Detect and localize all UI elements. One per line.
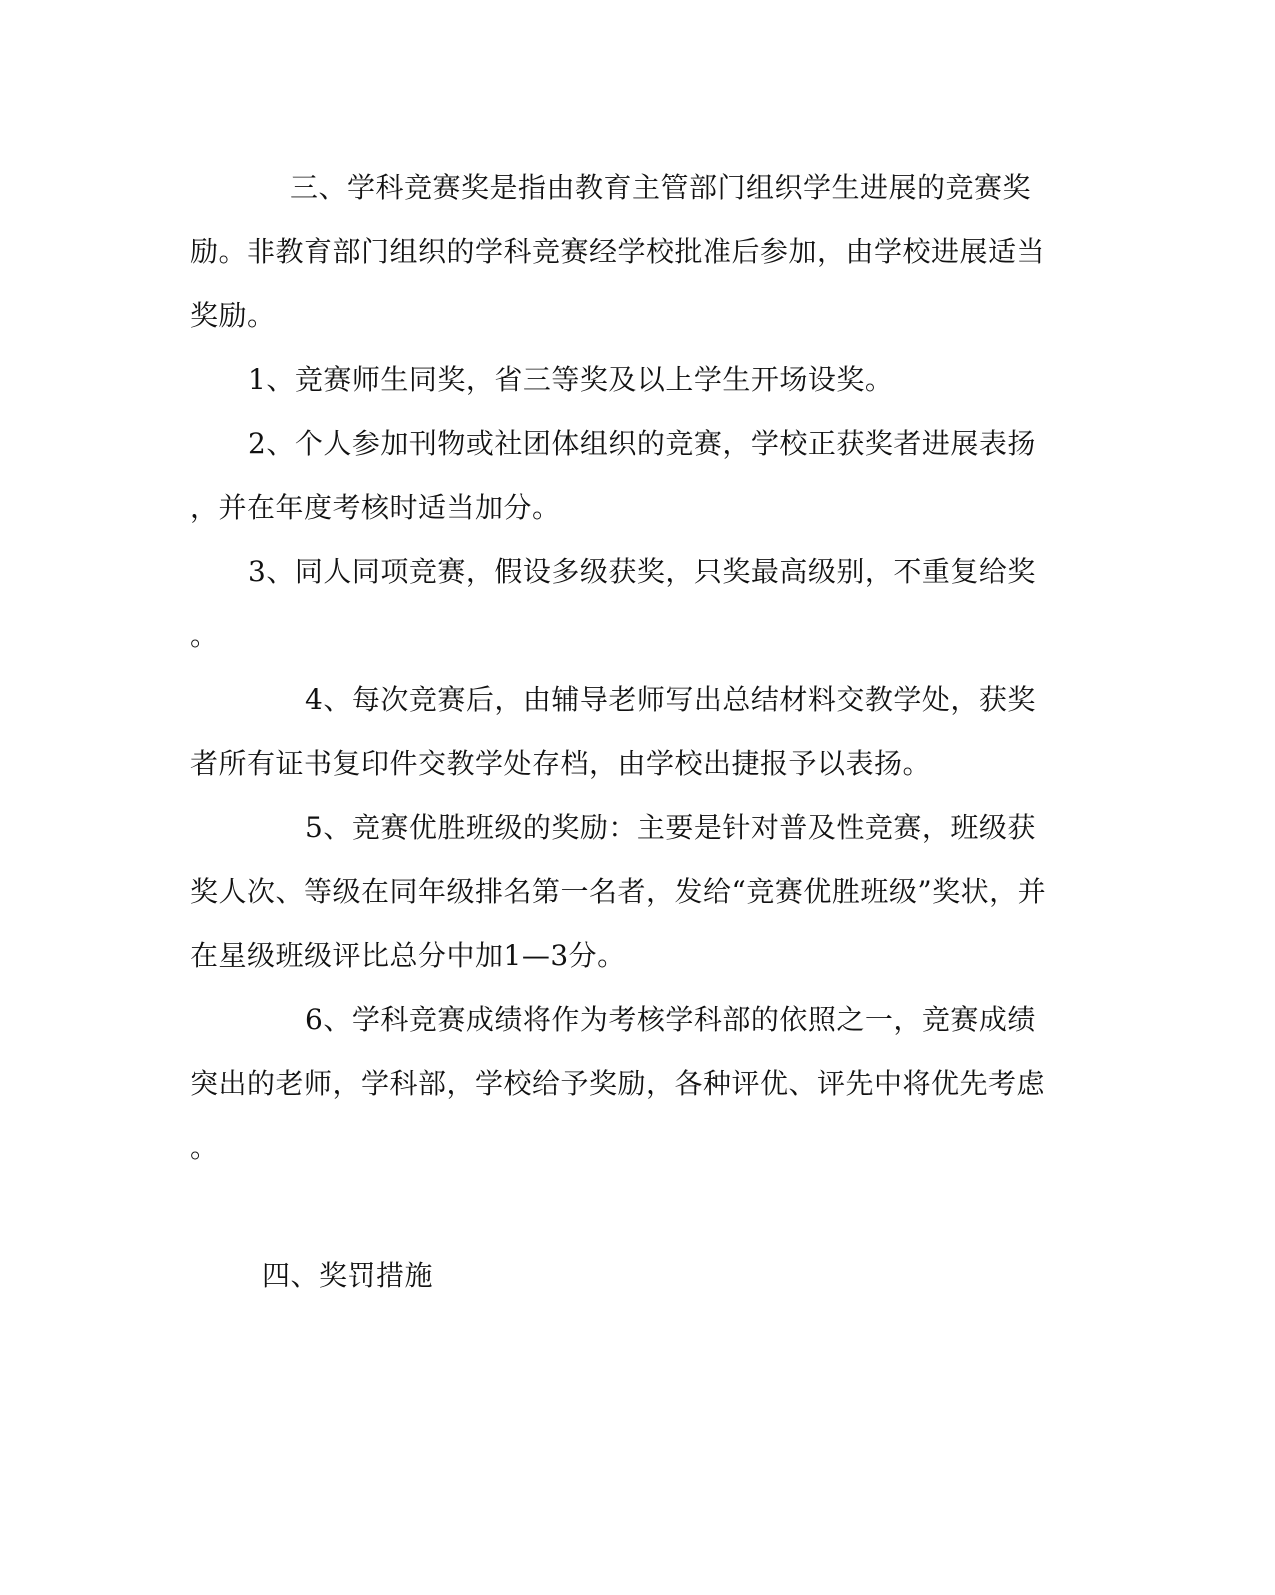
paragraph-line: 4、每次竞赛后，由辅导老师写出总结材料交教学处，获奖 [305, 683, 1036, 716]
paragraph-line: 1、竞赛师生同奖，省三等奖及以上学生开场设奖。 [248, 363, 894, 396]
paragraph-line: 奖人次、等级在同年级排名第一名者，发给“竞赛优胜班级”奖状，并 [190, 875, 1047, 908]
paragraph-line: ，并在年度考核时适当加分。 [190, 491, 561, 524]
paragraph-line: 3、同人同项竞赛，假设多级获奖，只奖最高级别，不重复给奖 [248, 555, 1036, 588]
paragraph-line: 三、学科竞赛奖是指由教育主管部门组织学生进展的竞赛奖 [290, 171, 1032, 204]
paragraph-line: 突出的老师，学科部，学校给予奖励，各种评优、评先中将优先考虑 [190, 1067, 1046, 1100]
paragraph-line: 在星级班级评比总分中加1—3分。 [190, 939, 626, 972]
paragraph-line: 励。非教育部门组织的学科竞赛经学校批准后参加，由学校进展适当 [190, 235, 1046, 268]
paragraph-line: 。 [190, 1131, 219, 1164]
paragraph-line: 6、学科竞赛成绩将作为考核学科部的依照之一，竞赛成绩 [305, 1003, 1036, 1036]
paragraph-line: 奖励。 [190, 299, 276, 332]
paragraph-line: 2、个人参加刊物或社团体组织的竞赛，学校正获奖者进展表扬 [248, 427, 1036, 460]
paragraph-line: 5、竞赛优胜班级的奖励：主要是针对普及性竞赛，班级获 [305, 811, 1036, 844]
section-heading: 四、奖罚措施 [262, 1259, 434, 1292]
paragraph-line: 。 [190, 619, 219, 652]
paragraph-line: 者所有证书复印件交教学处存档，由学校出捷报予以表扬。 [190, 747, 932, 780]
